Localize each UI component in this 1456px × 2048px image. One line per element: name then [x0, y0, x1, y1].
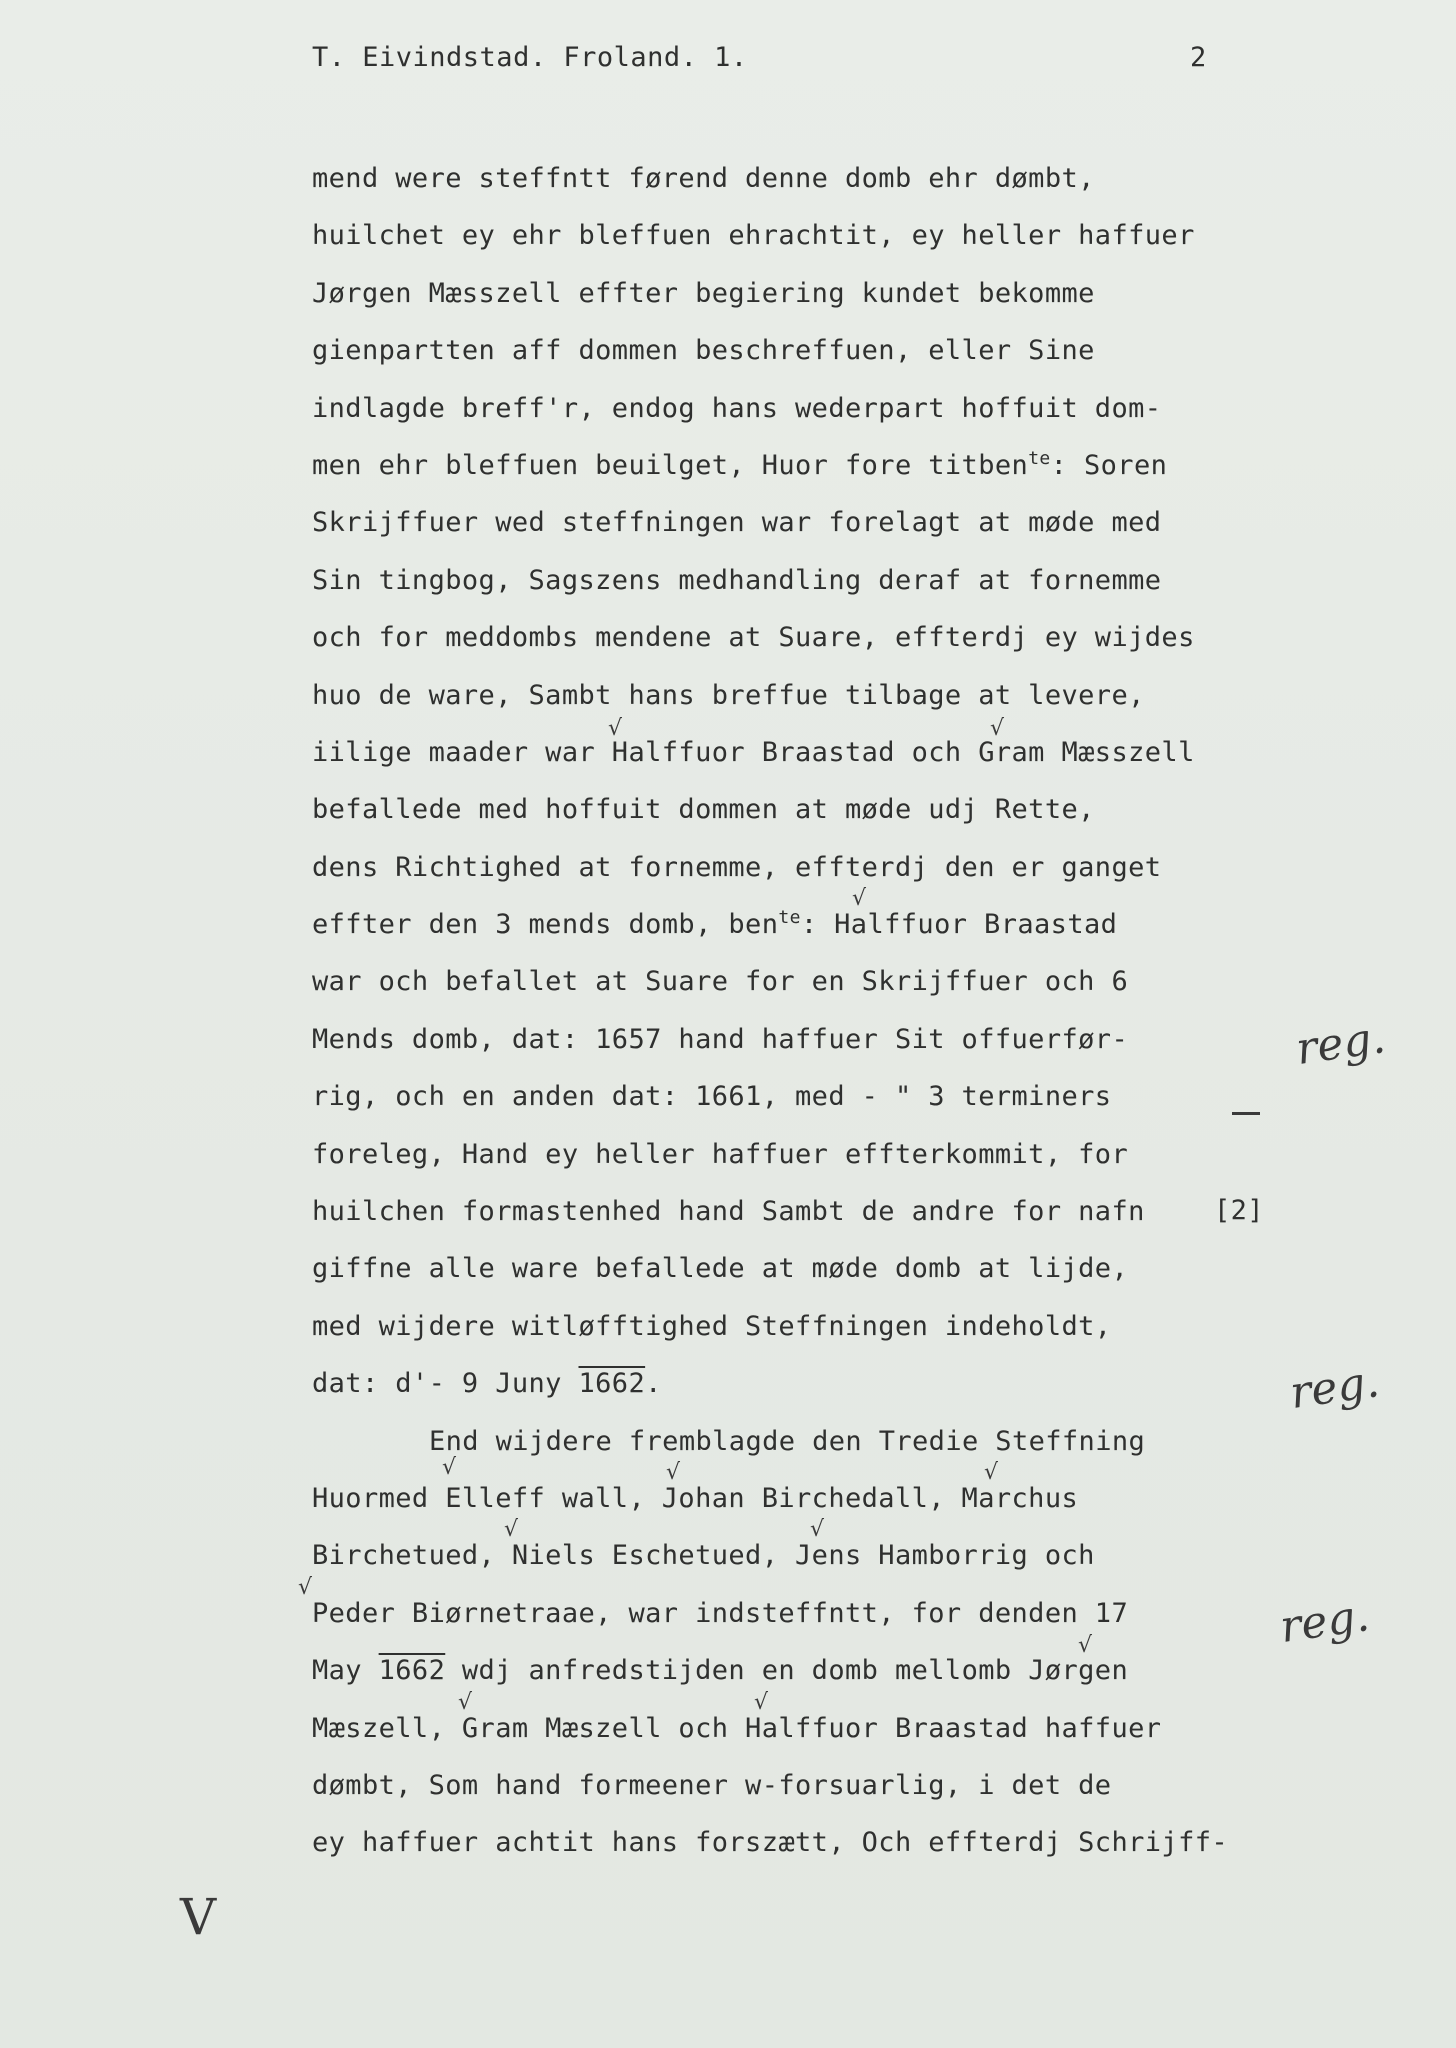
text-segment: : Soren — [1050, 449, 1168, 481]
text-line: Sin tingbog, Sagszens medhandling deraf at fornemme — [312, 564, 1162, 596]
text-line: Huormed Elleff wall, Johan Birchedall, Marchus — [312, 1482, 1079, 1514]
year-overlined: 1662 — [378, 1655, 446, 1687]
text-segment: May — [312, 1655, 379, 1687]
year-overlined: 1662 — [578, 1368, 646, 1400]
text-line: befallede med hoffuit dommen at møde udj Rette, — [312, 794, 1095, 826]
text-line: mend were steffntt førend denne domb ehr dømbt, — [312, 163, 1095, 194]
text-line: ey haffuer achtit hans forszætt, Och effterdj Schrijff- — [312, 1827, 1229, 1859]
text-segment: effter den 3 mends domb, ben — [312, 909, 779, 941]
margin-tick-mark: V — [180, 1888, 217, 1946]
text-line: huo de ware, Sambt hans breffue tilbage at levere, — [312, 679, 1145, 711]
margin-dash — [1232, 1112, 1260, 1115]
text-line: indlagde breff'r, endog hans wederpart hoffuit dom- — [312, 392, 1162, 424]
body-text — [312, 150, 1252, 1872]
header-title: T. Eivindstad. Froland. 1. — [312, 42, 748, 73]
page-reference: [2] — [1214, 1195, 1264, 1226]
check-mark-icon: √ — [754, 1690, 769, 1715]
text-line: Birchetued, Niels Eschetued, Jens Hamborrig och — [312, 1540, 1095, 1572]
page-number: 2 — [1190, 42, 1207, 73]
check-mark-icon: √ — [810, 1517, 825, 1542]
text-line — [312, 1355, 1252, 1412]
text-line: End wijdere fremblagde den Tredie Steffning — [429, 1425, 1146, 1457]
check-mark-icon: √ — [504, 1517, 519, 1542]
check-mark-icon: √ — [990, 716, 1005, 741]
text-line: giffne alle ware befallede at møde domb at lijde, — [312, 1253, 1129, 1285]
text-line: huilchen formastenhed hand Sambt de andre for nafn — [312, 1196, 1145, 1228]
text-line: Jørgen Mæsszell effter begiering kundet bekomme — [312, 277, 1095, 309]
superscript: te — [778, 907, 801, 929]
text-line: med wijdere witløfftighed Steffningen indeholdt, — [312, 1310, 1112, 1342]
text-line: och for meddombs mendene at Suare, effterdj ey wijdes — [312, 622, 1195, 654]
check-mark-icon: √ — [984, 1460, 999, 1485]
text-line: huilchet ey ehr bleffuen ehrachtit, ey heller haffuer — [312, 220, 1195, 252]
check-mark-icon: √ — [1078, 1633, 1093, 1658]
check-mark-icon: √ — [608, 716, 623, 741]
text-segment: men ehr bleffuen beuilget, Huor fore titben — [312, 449, 1029, 481]
margin-note-reg: reg. — [1292, 1012, 1389, 1075]
text-line: foreleg, Hand ey heller haffuer effterkommit, for — [312, 1138, 1129, 1170]
text-line: Peder Biørnetraae, war indsteffntt, for denden 17 — [312, 1597, 1129, 1629]
check-mark-icon: √ — [442, 1455, 457, 1480]
text-line — [312, 896, 1252, 953]
check-mark-icon: √ — [298, 1575, 313, 1600]
text-line: Skrijffuer wed steffningen war forelagt at møde med — [312, 507, 1162, 539]
check-mark-icon: √ — [666, 1460, 681, 1485]
text-segment: . — [645, 1368, 662, 1400]
text-line: gienpartten aff dommen beschreffuen, eller Sine — [312, 335, 1095, 367]
superscript: te — [1028, 447, 1051, 469]
text-line: war och befallet at Suare for en Skrijffuer och 6 — [312, 966, 1129, 998]
text-segment: wdj anfredstijden en domb mellomb Jørgen — [445, 1655, 1129, 1687]
text-line: Mæszell, Gram Mæszell och Halffuor Braastad haffuer — [312, 1712, 1162, 1744]
check-mark-icon: √ — [458, 1690, 473, 1715]
text-line: rig, och en anden dat: 1661, med - " 3 terminers — [312, 1081, 1112, 1113]
check-mark-icon: √ — [852, 886, 867, 911]
margin-note-reg: reg. — [1286, 1356, 1383, 1419]
text-line — [312, 1642, 1252, 1699]
text-line: dømbt, Som hand formeener w-forsuarlig, i det de — [312, 1769, 1112, 1801]
text-line: dens Richtighed at fornemme, effterdj den er ganget — [312, 851, 1162, 883]
page-header — [312, 42, 1212, 82]
margin-note-reg: reg. — [1276, 1590, 1373, 1653]
text-line: Mends domb, dat: 1657 hand haffuer Sit offuerfør- — [312, 1023, 1129, 1055]
text-segment: : Halffuor Braastad — [800, 909, 1118, 941]
text-segment: dat: d'- 9 Juny — [312, 1368, 579, 1400]
text-line — [312, 437, 1252, 494]
text-line: iilige maader war Halffuor Braastad och Gram Mæsszell — [312, 736, 1195, 768]
